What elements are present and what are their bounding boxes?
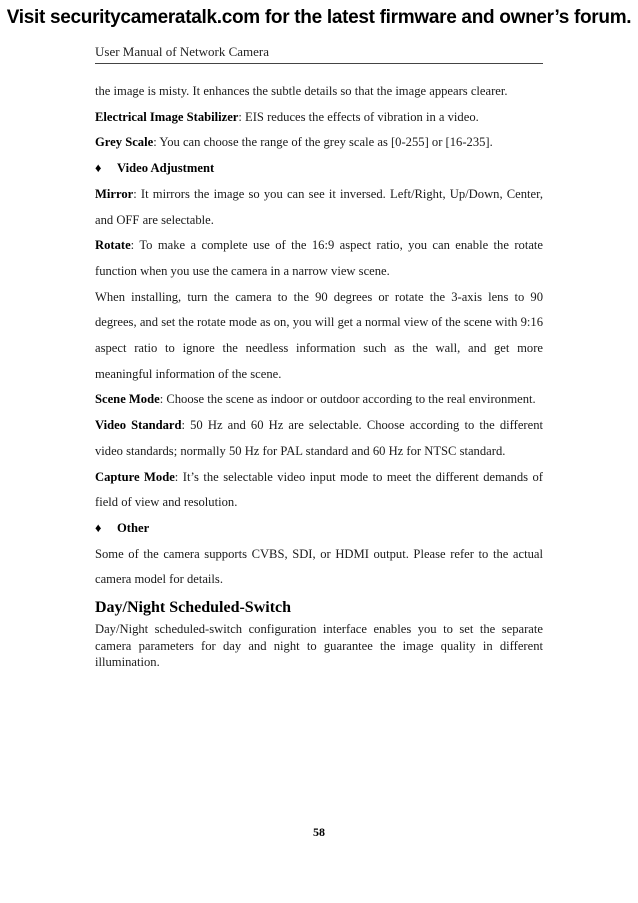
- video-standard-label: Video Standard: [95, 418, 182, 433]
- paragraph-capture-mode: [95, 465, 543, 516]
- page-header: User Manual of Network Camera: [95, 44, 543, 64]
- page-content: [95, 79, 543, 671]
- page-number: 58: [313, 825, 325, 839]
- paragraph-installing: When installing, turn the camera to the 90 degrees or rotate the 3-axis lens to 90 degrees, and set the rotate mode as on, you will get a normal view of the scene with 9:16 aspect ratio to ignore the needless information such as the wall, and get more meaningful information of the scene.: [95, 289, 543, 381]
- mirror-label: Mirror: [95, 186, 134, 201]
- mirror-text: : It mirrors the image so you can see it inversed. Left/Right, Up/Down, Center, and OFF are selectable.: [95, 186, 543, 227]
- paragraph-misty: the image is misty. It enhances the subtle details so that the image appears clearer.: [95, 84, 508, 98]
- diamond-bullet-icon: ♦: [95, 161, 102, 176]
- paragraph-eis: [95, 105, 543, 131]
- video-standard-text: : 50 Hz and 60 Hz are selectable. Choose according to the different video standards; normally 50 Hz for PAL standard and 60 Hz for NTSC standard.: [95, 418, 543, 458]
- paragraph-mirror: [95, 182, 543, 233]
- banner-text: Visit securitycameratalk.com for the latest firmware and owner’s forum.: [6, 7, 632, 28]
- bullet-video-adjustment-label: Video Adjustment: [117, 161, 215, 176]
- paragraph-day-night: Day/Night scheduled-switch configuration interface enables you to set the separate camera parameters for day and night to guarantee the image quality in different illumination.: [95, 622, 543, 670]
- eis-label: Electrical Image Stabilizer: [95, 109, 239, 124]
- capture-mode-text: : It’s the selectable video input mode to meet the different demands of field of view and resolution.: [95, 469, 543, 510]
- bullet-other-label: Other: [117, 520, 150, 535]
- eis-text: : EIS reduces the effects of vibration in a video.: [238, 109, 479, 124]
- rotate-label: Rotate: [95, 238, 131, 253]
- scene-mode-label: Scene Mode: [95, 392, 160, 407]
- capture-mode-label: Capture Mode: [95, 469, 175, 484]
- grey-scale-label: Grey Scale: [95, 135, 154, 150]
- grey-scale-text: : You can choose the range of the grey scale as [0-255] or [16-235].: [153, 135, 493, 150]
- bullet-video-adjustment: [95, 156, 543, 182]
- paragraph-grey-scale: [95, 130, 543, 156]
- rotate-text: : To make a complete use of the 16:9 aspect ratio, you can enable the rotate function when you use the camera in a narrow view scene.: [95, 238, 543, 278]
- scene-mode-text: : Choose the scene as indoor or outdoor according to the real environment.: [159, 392, 536, 407]
- bullet-other: [95, 516, 543, 542]
- paragraph-video-standard: [95, 413, 543, 464]
- paragraph-other: Some of the camera supports CVBS, SDI, or HDMI output. Please refer to the actual camera model for details.: [95, 546, 543, 587]
- section-title: Day/Night Scheduled-Switch: [95, 599, 292, 617]
- paragraph-rotate: [95, 233, 543, 284]
- paragraph-scene-mode: [95, 387, 543, 413]
- diamond-bullet-icon: ♦: [95, 520, 102, 535]
